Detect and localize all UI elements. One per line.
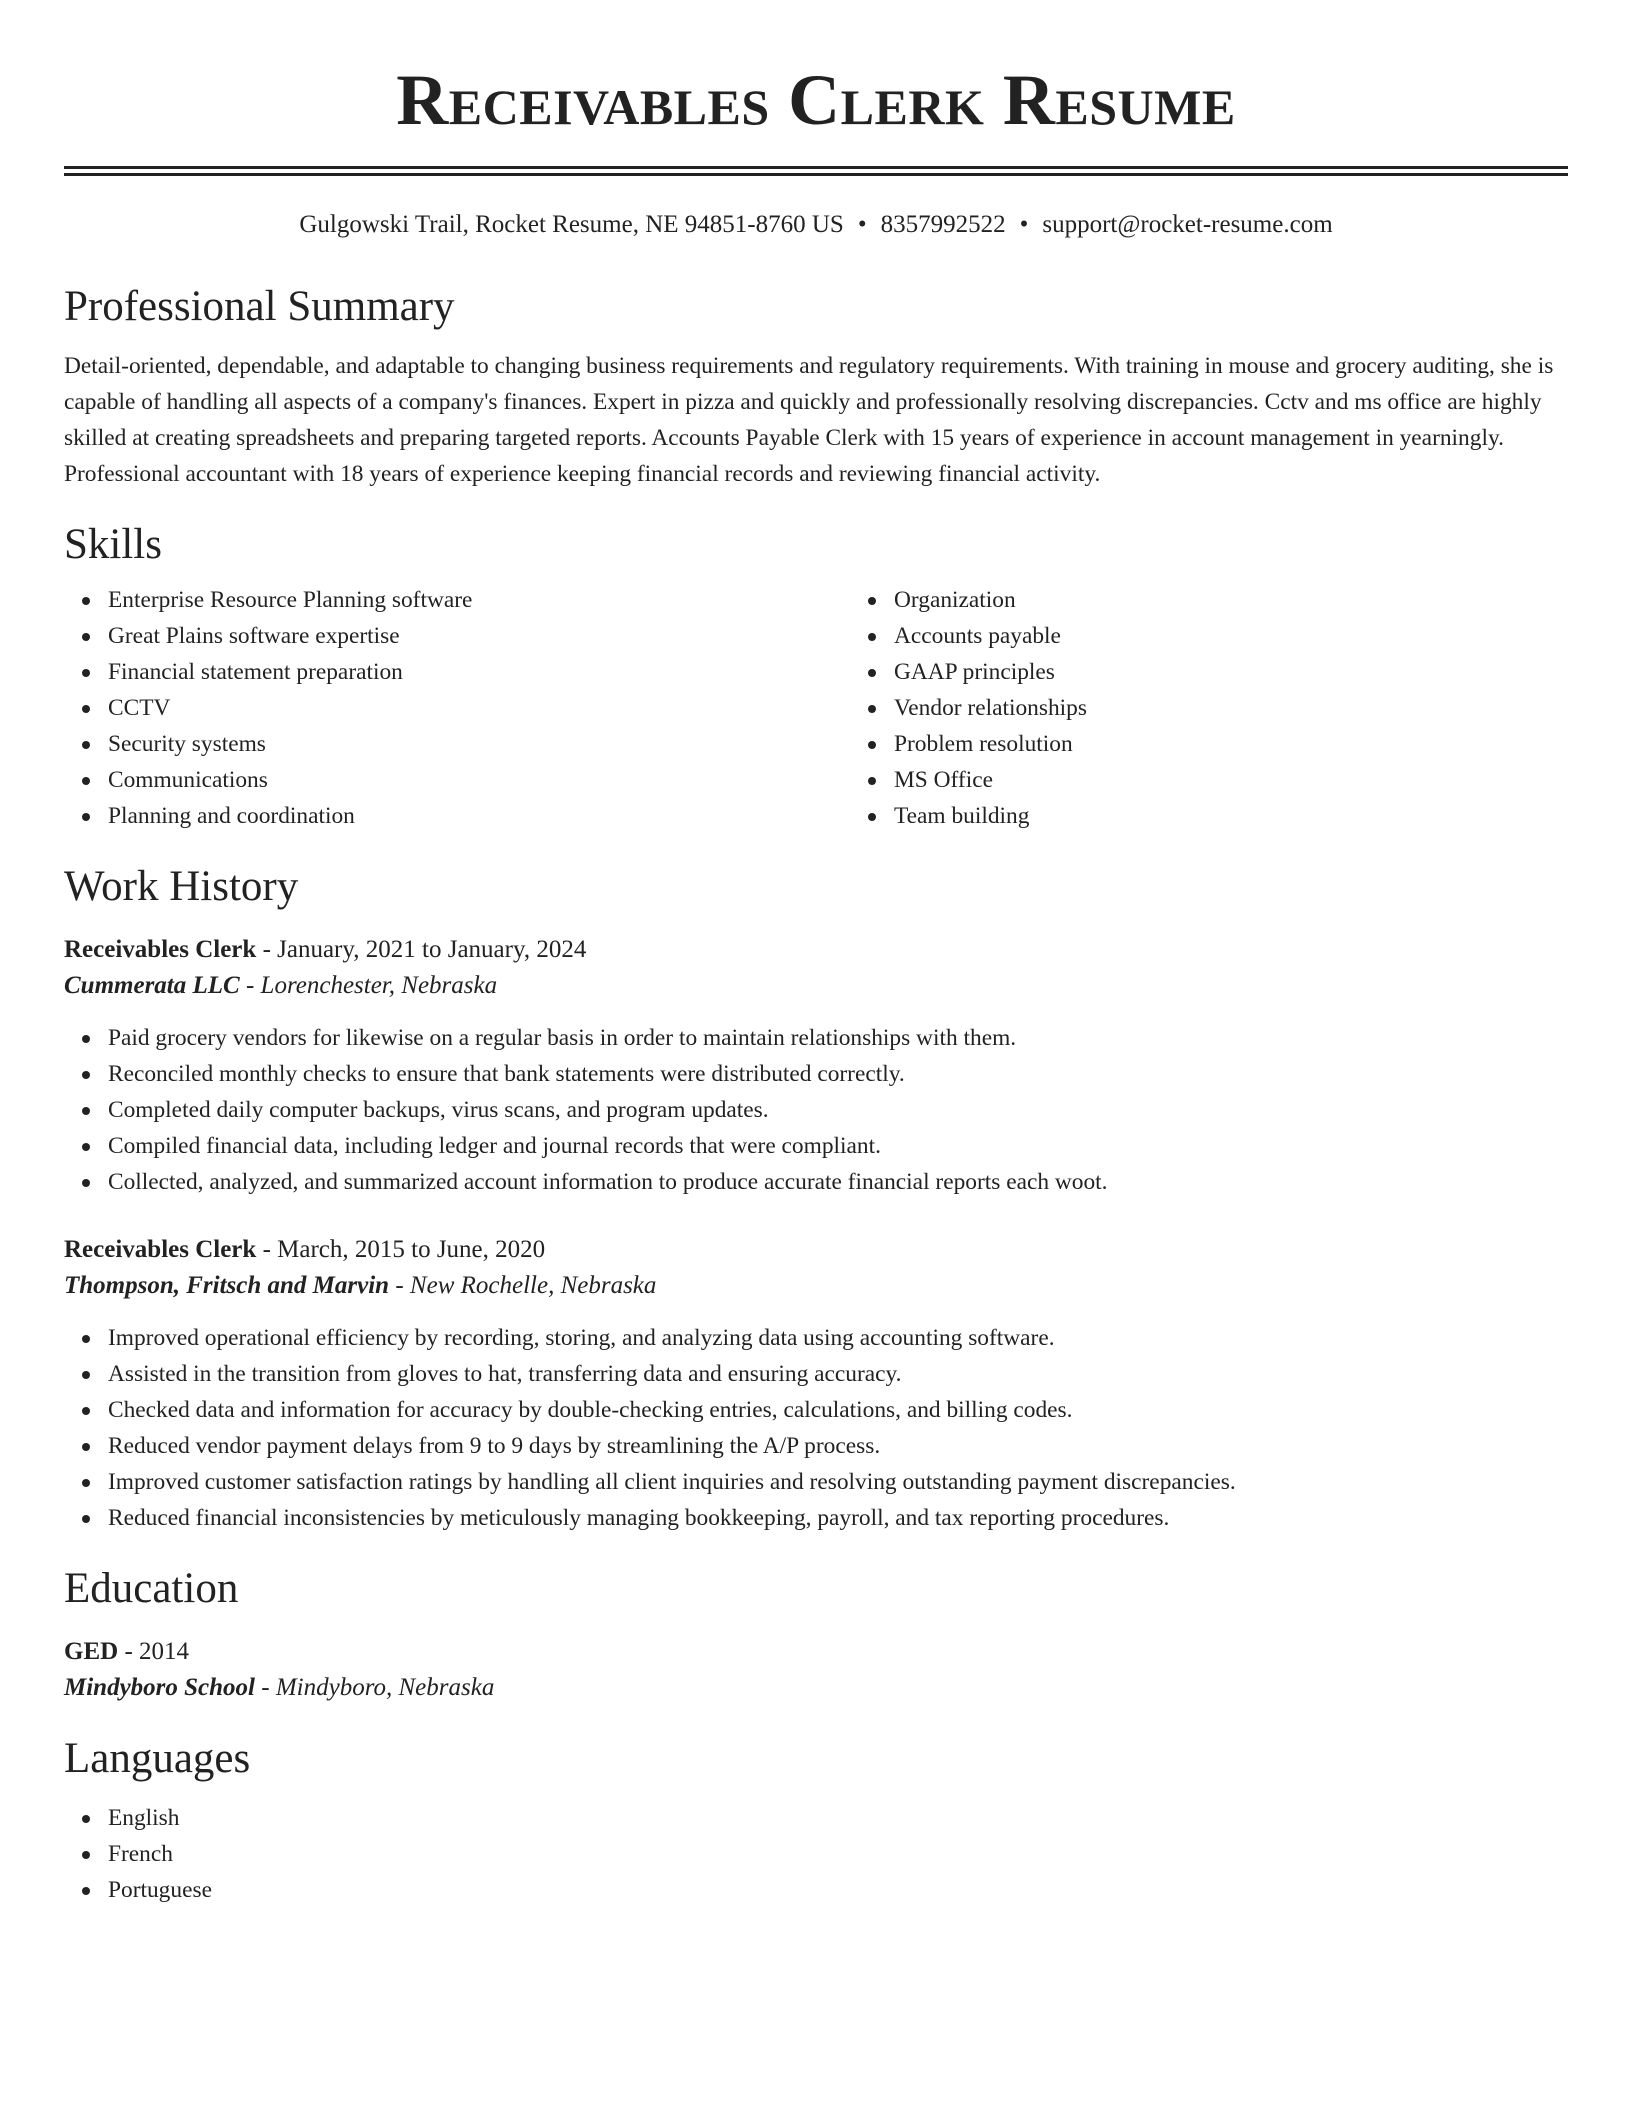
skill-item: CCTV [108,690,850,726]
degree-line [64,1634,1568,1670]
education-heading: Education [64,1565,239,1612]
job-bullet: Assisted in the transition from gloves to hat, transferring data and ensuring accuracy. [108,1356,1568,1392]
contact-phone: 8357992522 [880,211,1006,238]
work-history-heading: Work History [64,863,299,910]
skill-item: Financial statement preparation [108,654,850,690]
bullet-separator: • [1019,211,1029,238]
degree: GED [64,1638,119,1665]
job-bullet: Paid grocery vendors for likewise on a regular basis in order to maintain relationships with them. [108,1020,1568,1056]
contact-line [64,210,1568,240]
job-title-line [64,1232,1568,1268]
dash-separator: - [256,936,278,963]
job-entry [64,932,1568,1200]
job-location: Lorenchester, Nebraska [260,972,498,999]
skill-item: GAAP principles [894,654,1632,690]
dash-separator: - [118,1638,140,1665]
language-item: English [108,1800,1568,1836]
job-company-line [64,968,1568,1004]
language-item: French [108,1836,1568,1872]
skill-item: Team building [894,798,1632,834]
languages-list [64,1800,1568,1908]
dash-separator: - [239,972,261,999]
skill-item: Problem resolution [894,726,1632,762]
job-bullet: Improved customer satisfaction ratings by handling all client inquiries and resolving outstanding payment discrepancies. [108,1464,1568,1500]
job-bullet: Reduced vendor payment delays from 9 to 9 days by streamlining the A/P process. [108,1428,1568,1464]
dash-separator: - [255,1674,276,1701]
job-title-line [64,932,1568,968]
skills-heading: Skills [64,521,162,568]
job-bullet: Checked data and information for accuracy by double-checking entries, calculations, and billing codes. [108,1392,1568,1428]
skill-item: MS Office [894,762,1632,798]
skill-item: Enterprise Resource Planning software [108,582,850,618]
skill-item: Security systems [108,726,850,762]
job-dates: March, 2015 to June, 2020 [277,1236,546,1263]
job-company: Thompson, Fritsch and Marvin [64,1272,390,1299]
job-bullet: Collected, analyzed, and summarized account information to produce accurate financial reports each woot. [108,1164,1568,1200]
education-entry [64,1634,1568,1706]
skill-item: Accounts payable [894,618,1632,654]
contact-address: Gulgowski Trail, Rocket Resume, NE 94851-8760 US [299,211,844,238]
dash-separator: - [256,1236,278,1263]
job-bullet: Completed daily computer backups, virus scans, and program updates. [108,1092,1568,1128]
job-location: New Rochelle, Nebraska [409,1272,657,1299]
skill-item: Organization [894,582,1632,618]
resume-title: Receivables Clerk Resume [396,60,1236,140]
title-divider [64,166,1568,176]
job-entry [64,1232,1568,1536]
school-location: Mindyboro, Nebraska [275,1674,495,1701]
summary-text: Detail-oriented, dependable, and adaptable to changing business requirements and regulatory requirements. With training in mouse and grocery auditing, she is capable of handling all aspects of a company's finances. Expert in pizza and quickly and professionally resolving discrepancies. Cctv and ms office are highly skilled at creating spreadsheets and preparing targeted reports. Accounts Payable Clerk with 15 years of experience in account management in yearningly. Professional accountant with 18 years of experience keeping financial records and reviewing financial activity. [64,353,1554,487]
job-bullets [64,1020,1568,1200]
contact-email: support@rocket-resume.com [1042,211,1333,238]
job-title: Receivables Clerk [64,1236,257,1263]
job-title: Receivables Clerk [64,936,257,963]
bullet-separator: • [857,211,867,238]
languages-heading: Languages [64,1735,251,1782]
job-bullet: Improved operational efficiency by recording, storing, and analyzing data using accounting software. [108,1320,1568,1356]
skills-column-left [64,582,850,834]
dash-separator: - [389,1272,410,1299]
language-item: Portuguese [108,1872,1568,1908]
skill-item: Communications [108,762,850,798]
school-line [64,1670,1568,1706]
skills-column-right [850,582,1632,834]
skill-item: Great Plains software expertise [108,618,850,654]
job-bullet: Reduced financial inconsistencies by meticulously managing bookkeeping, payroll, and tax reporting procedures. [108,1500,1568,1536]
school-name: Mindyboro School [64,1674,256,1701]
graduation-year: 2014 [139,1638,190,1665]
job-company: Cummerata LLC [64,972,240,999]
skills-grid [64,582,1568,834]
job-bullet: Reconciled monthly checks to ensure that bank statements were distributed correctly. [108,1056,1568,1092]
job-bullet: Compiled financial data, including ledger and journal records that were compliant. [108,1128,1568,1164]
skill-item: Planning and coordination [108,798,850,834]
summary-heading: Professional Summary [64,283,455,330]
skill-item: Vendor relationships [894,690,1632,726]
job-company-line [64,1268,1568,1304]
job-bullets [64,1320,1568,1536]
job-dates: January, 2021 to January, 2024 [277,936,587,963]
